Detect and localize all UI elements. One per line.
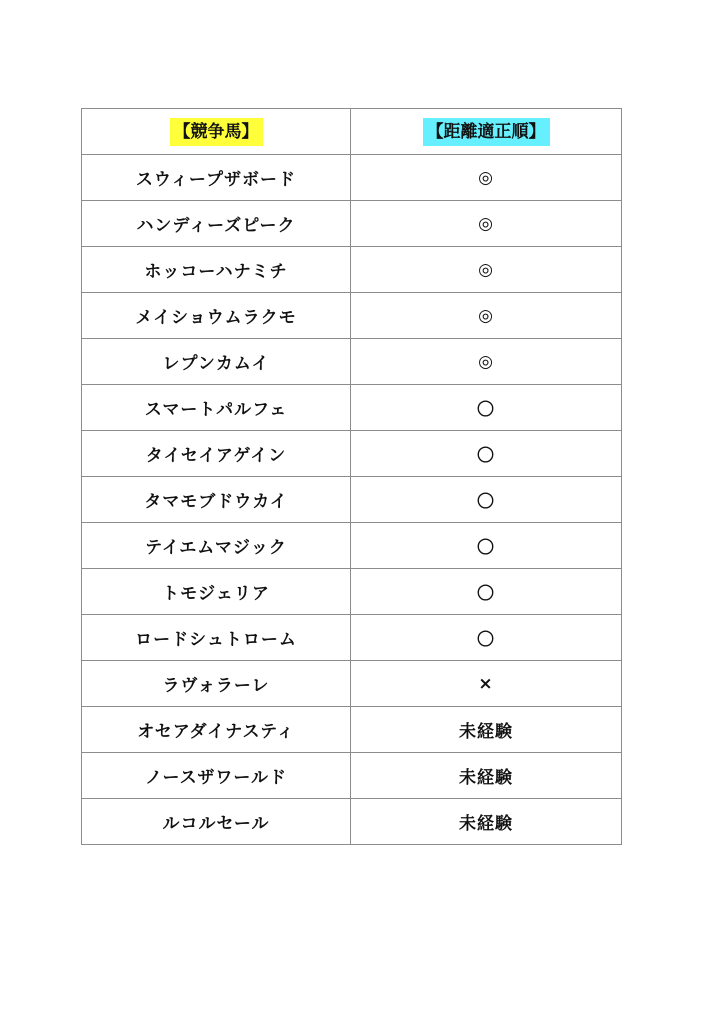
table-row	[82, 707, 622, 753]
horse-name: ハンディーズピーク	[82, 201, 351, 247]
distance-mark: 未経験	[351, 753, 622, 799]
table-row	[82, 293, 622, 339]
table-header-row	[82, 109, 622, 155]
horse-name: レプンカムイ	[82, 339, 351, 385]
horse-name: スマートパルフェ	[82, 385, 351, 431]
table-row	[82, 385, 622, 431]
table-row	[82, 247, 622, 293]
distance-mark: 〇	[351, 385, 622, 431]
header-cell-distance	[351, 109, 622, 155]
horse-name: タイセイアゲイン	[82, 431, 351, 477]
distance-mark: ◎	[351, 247, 622, 293]
distance-mark: ×	[351, 661, 622, 707]
table-row	[82, 753, 622, 799]
horse-name: トモジェリア	[82, 569, 351, 615]
horse-name: メイショウムラクモ	[82, 293, 351, 339]
distance-mark: 未経験	[351, 799, 622, 845]
horse-name: ラヴォラーレ	[82, 661, 351, 707]
horse-name: ホッコーハナミチ	[82, 247, 351, 293]
table-row	[82, 339, 622, 385]
table-row	[82, 661, 622, 707]
distance-mark: ◎	[351, 339, 622, 385]
table-row	[82, 615, 622, 661]
horse-distance-table	[81, 108, 622, 845]
distance-mark: 〇	[351, 523, 622, 569]
distance-mark: 〇	[351, 477, 622, 523]
distance-mark: ◎	[351, 155, 622, 201]
distance-mark: 未経験	[351, 707, 622, 753]
table-row	[82, 431, 622, 477]
horse-name: ロードシュトローム	[82, 615, 351, 661]
distance-mark: 〇	[351, 615, 622, 661]
table-row	[82, 155, 622, 201]
distance-mark: 〇	[351, 569, 622, 615]
horse-name: タマモブドウカイ	[82, 477, 351, 523]
table-row	[82, 569, 622, 615]
header-cell-horse	[82, 109, 351, 155]
horse-name: テイエムマジック	[82, 523, 351, 569]
table-row	[82, 477, 622, 523]
table-body	[82, 155, 622, 845]
horse-name: ノースザワールド	[82, 753, 351, 799]
table-row	[82, 201, 622, 247]
table-row	[82, 799, 622, 845]
table-row	[82, 523, 622, 569]
horse-name: スウィープザボード	[82, 155, 351, 201]
distance-mark: 〇	[351, 431, 622, 477]
header-label-distance: 【距離適正順】	[423, 118, 550, 146]
horse-name: オセアダイナスティ	[82, 707, 351, 753]
horse-name: ルコルセール	[82, 799, 351, 845]
distance-mark: ◎	[351, 201, 622, 247]
distance-mark: ◎	[351, 293, 622, 339]
header-label-horse: 【競争馬】	[170, 118, 263, 146]
